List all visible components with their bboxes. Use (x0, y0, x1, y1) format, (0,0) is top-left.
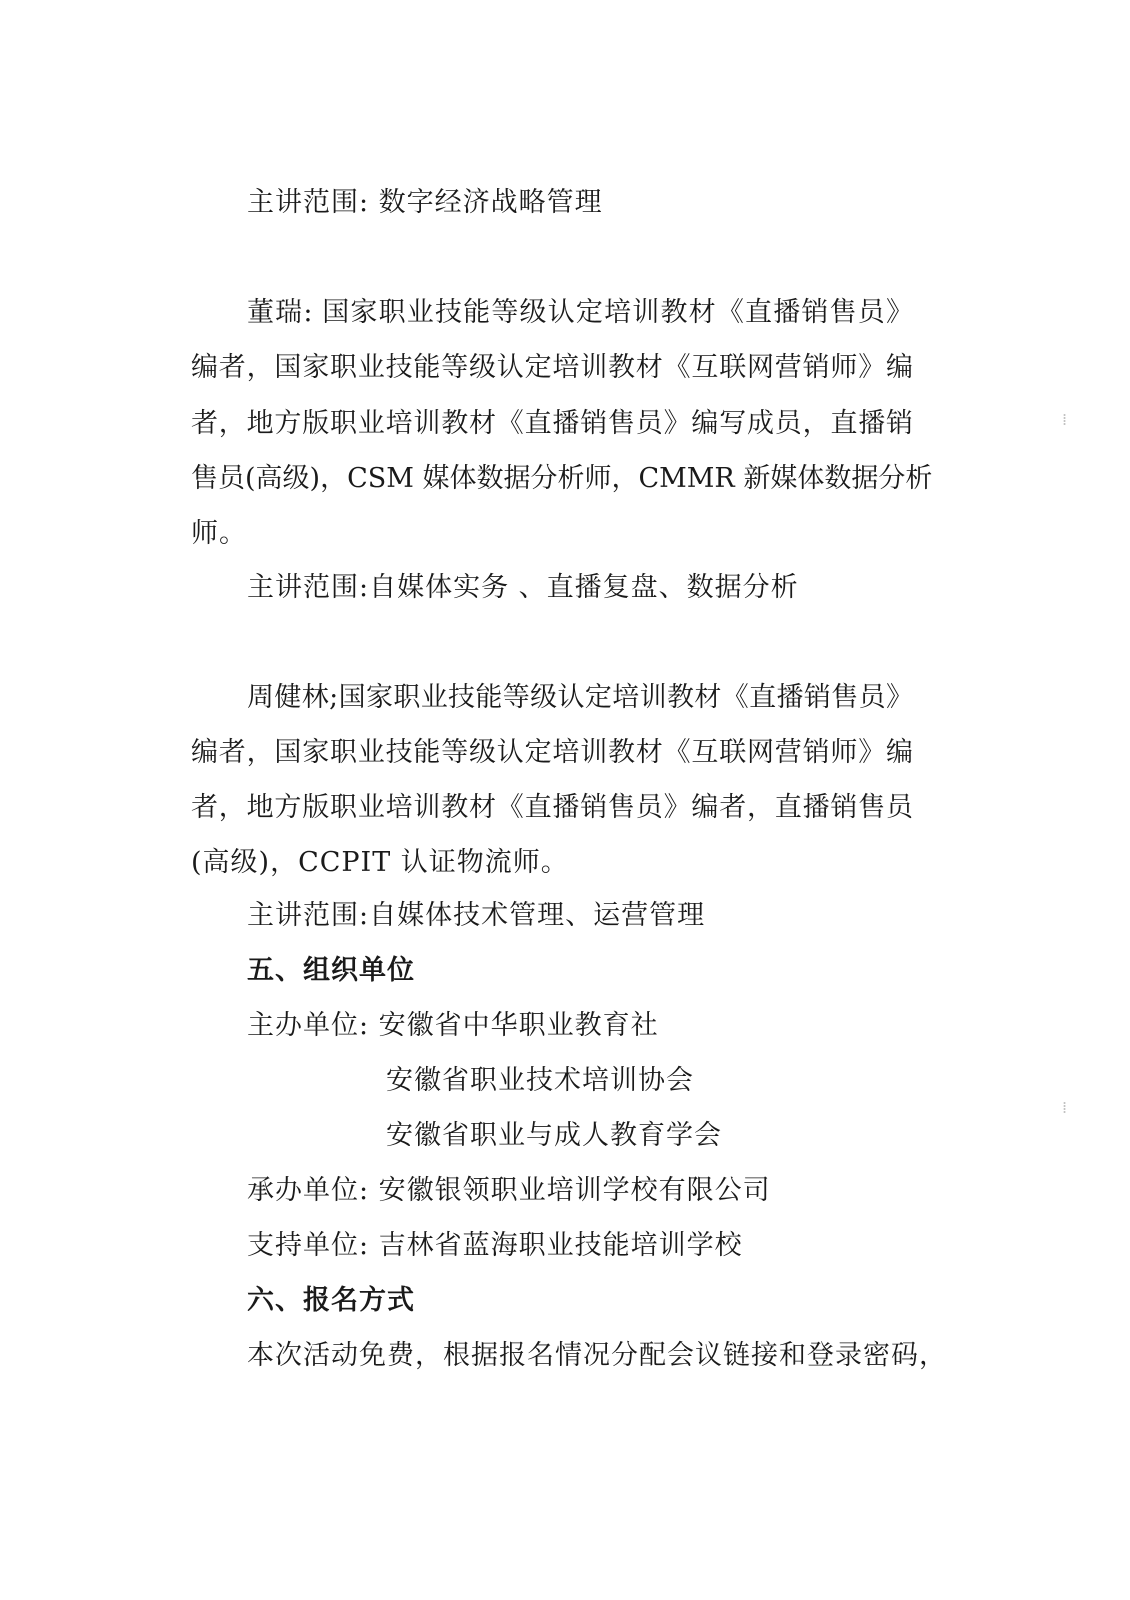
section-heading-registration: 六、报名方式 (247, 1285, 415, 1316)
scan-mark: ⁞ (1062, 1098, 1068, 1117)
bio-line: (高级)，CCPIT 认证物流师。 (191, 847, 569, 878)
organizer-unit-line: 承办单位: 安徽银领职业培训学校有限公司 (247, 1175, 771, 1206)
host-unit-line: 安徽省职业与成人教育学会 (386, 1120, 722, 1151)
speaker-dong-rui-bio: 董瑞: 国家职业技能等级认定培训教材《直播销售员》 (247, 297, 913, 328)
bio-line: 师。 (191, 518, 247, 549)
bio-line: 者，地方版职业培训教材《直播销售员》编者，直播销售员 (191, 792, 913, 823)
scan-mark: ⁞ (1062, 410, 1068, 429)
host-unit-line: 主办单位: 安徽省中华职业教育社 (247, 1010, 659, 1041)
section-heading-organizers: 五、组织单位 (247, 955, 415, 986)
speaker-scope-line: 主讲范围: 数字经济战略管理 (247, 187, 603, 218)
host-unit-line: 安徽省职业技术培训协会 (386, 1065, 694, 1096)
speaker-scope-line: 主讲范围:自媒体实务 、直播复盘、数据分析 (247, 572, 799, 603)
support-unit-line: 支持单位: 吉林省蓝海职业技能培训学校 (247, 1230, 743, 1261)
bio-line: 编者，国家职业技能等级认定培训教材《互联网营销师》编 (191, 737, 913, 768)
speaker-scope-line: 主讲范围:自媒体技术管理、运营管理 (247, 900, 706, 931)
registration-text: 本次活动免费，根据报名情况分配会议链接和登录密码， (247, 1340, 947, 1371)
bio-line: 编者，国家职业技能等级认定培训教材《互联网营销师》编 (191, 352, 913, 383)
speaker-zhou-jianlin-bio: 周健林;国家职业技能等级认定培训教材《直播销售员》 (247, 682, 913, 713)
bio-line: 售员(高级)，CSM 媒体数据分析师，CMMR 新媒体数据分析 (191, 463, 933, 494)
bio-line: 者，地方版职业培训教材《直播销售员》编写成员，直播销 (191, 408, 913, 439)
